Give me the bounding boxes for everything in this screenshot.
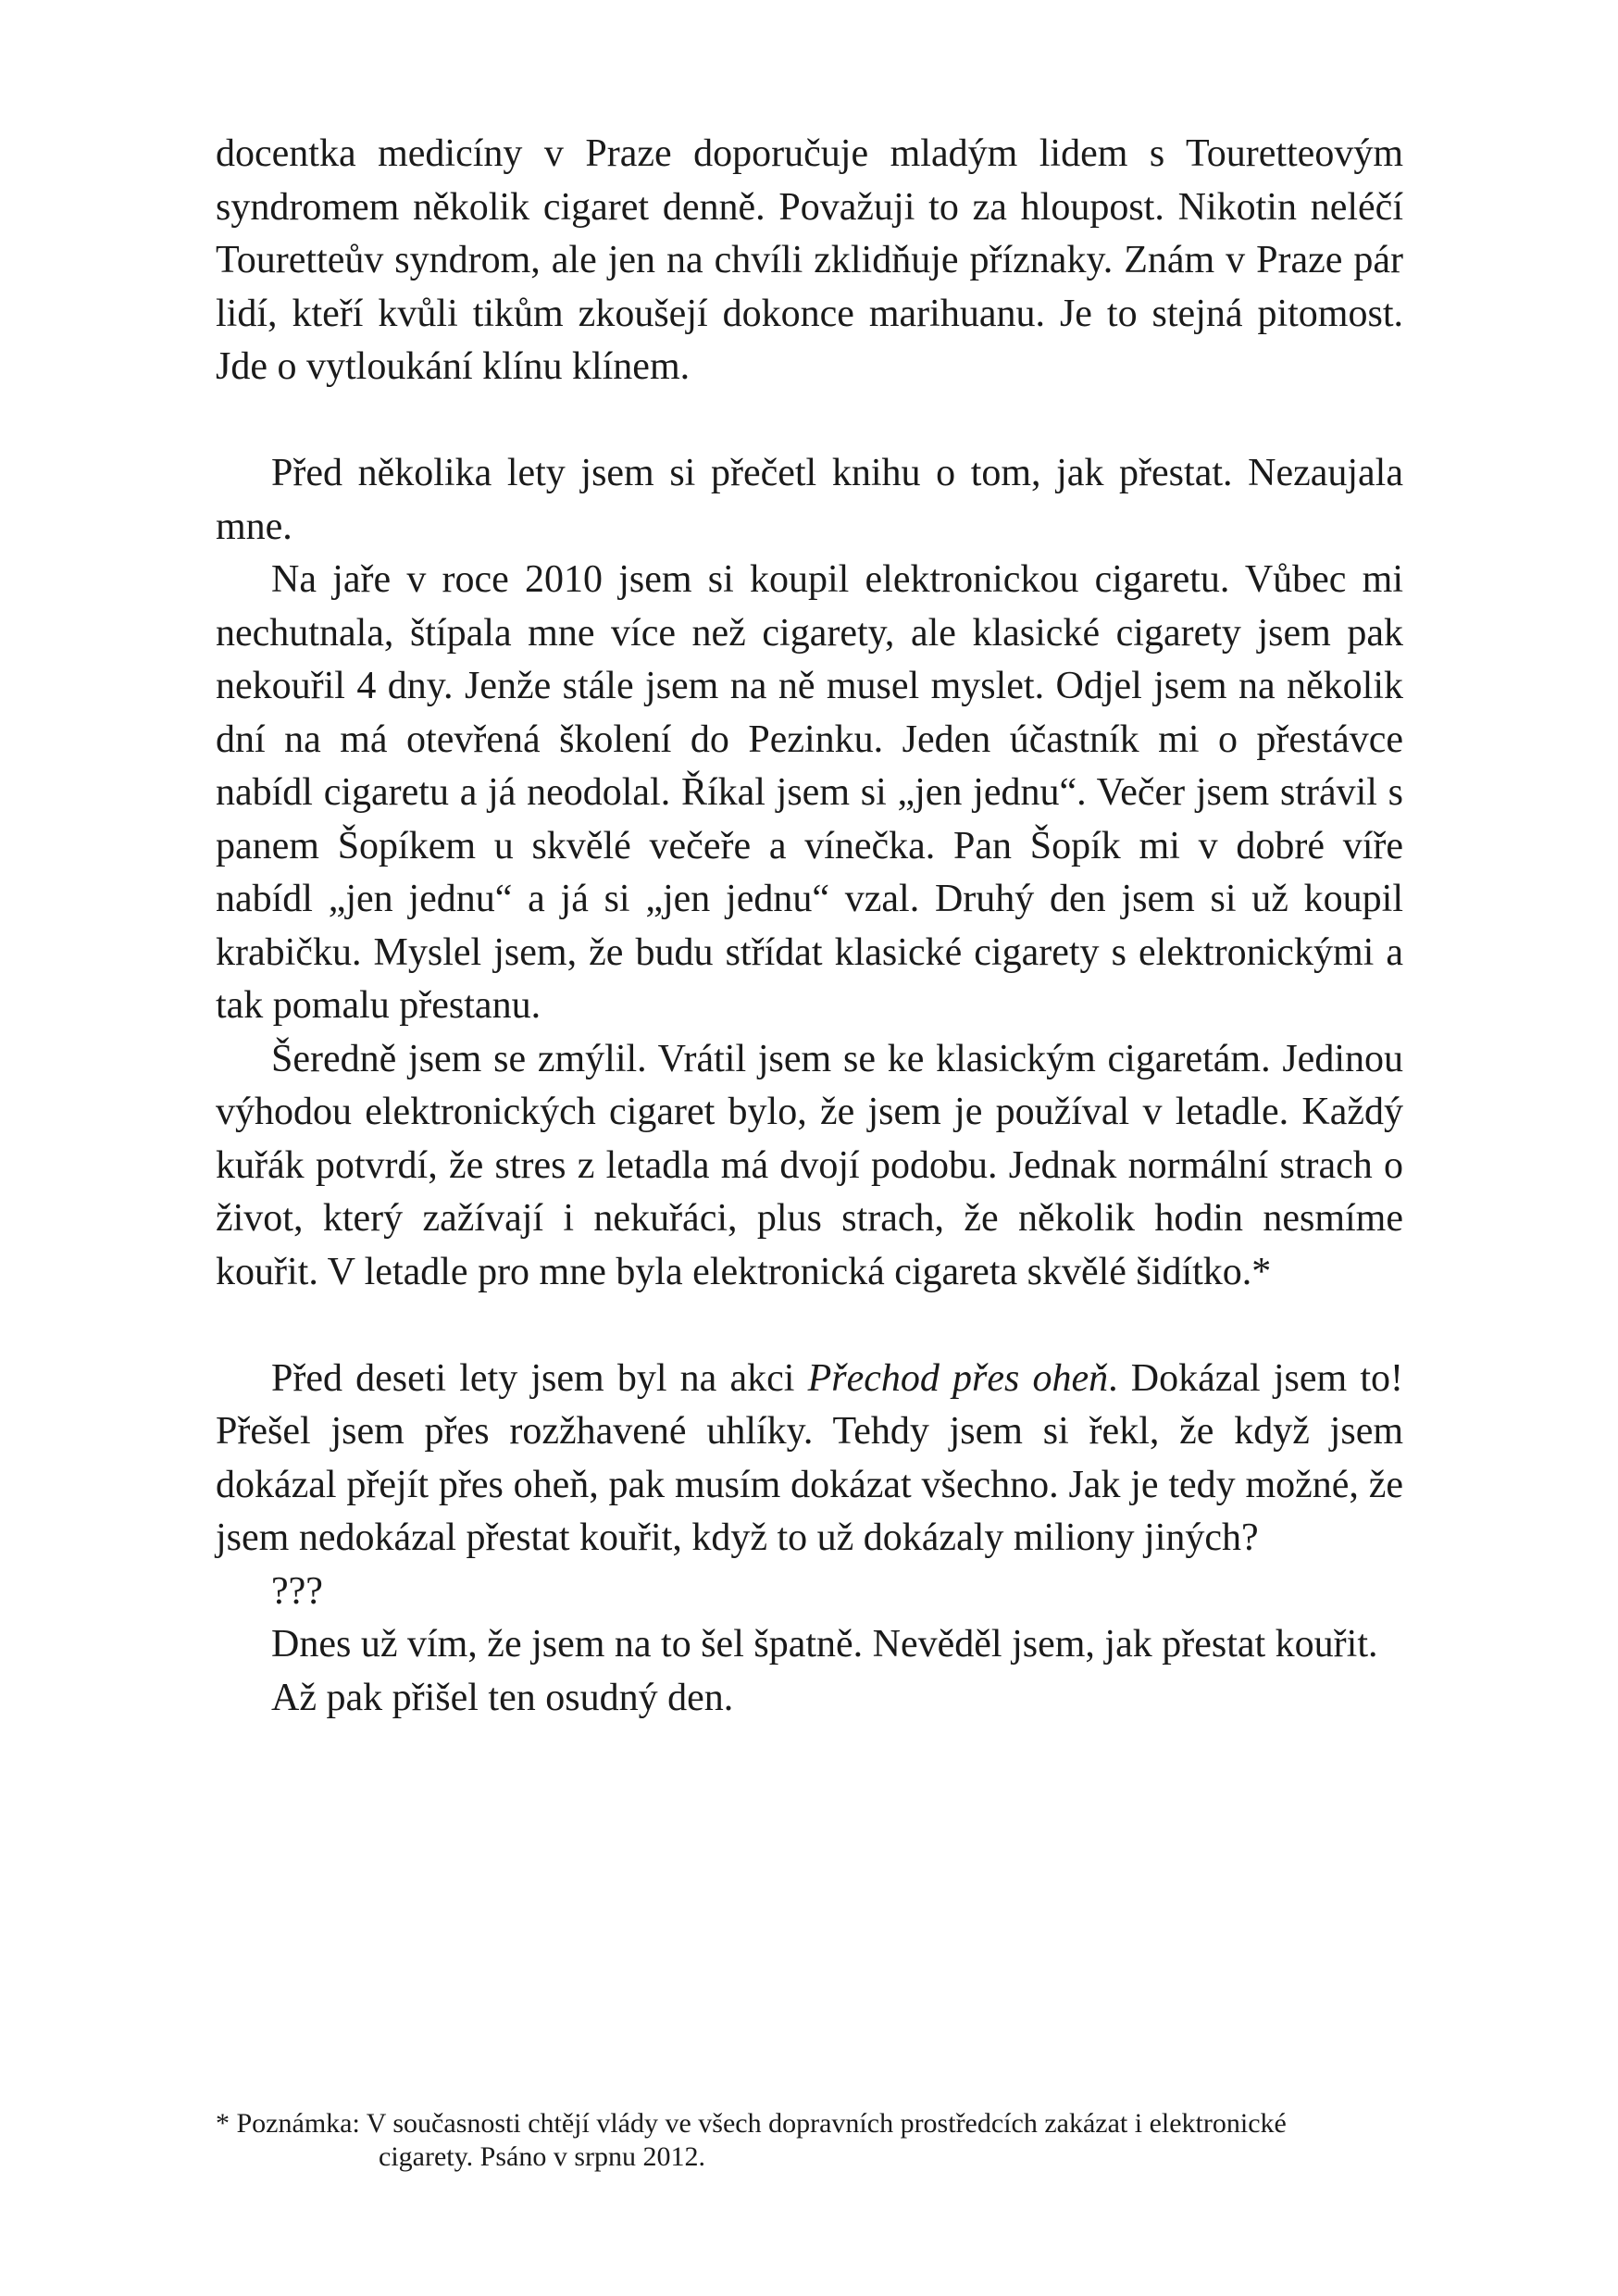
paragraph-5-start: Před deseti lety jsem byl na akci bbox=[271, 1356, 808, 1400]
footnote-line-2: cigarety. Psáno v srpnu 2012. bbox=[379, 2141, 705, 2172]
paragraph-gap bbox=[216, 1299, 1403, 1353]
paragraph-4: Šeredně jsem se zmýlil. Vrátil jsem se ke klasickým cigaretám. Jedinou výhodou elektronických cigaret bylo, že jsem je používal v letadle. Každý kuřák potvrdí, že stres z letadla má dvojí podobu. Jednak normální strach o život, který zažívají i nekuřáci, plus strach, že několik hodin nesmíme kouřit. V letadle pro mne byla elektronická cigareta skvělé šidítko.* bbox=[216, 1037, 1403, 1293]
paragraph-3: Na jaře v roce 2010 jsem si koupil elektronickou cigaretu. Vůbec mi nechutnala, štípala mne více než cigarety, ale klasické cigarety jsem pak nekouřil 4 dny. Jenže stále jsem na ně musel myslet. Odjel jsem na několik dní na má otevřená školení do Pezinku. Jeden účastník mi o přestávce nabídl cigaretu a já neodolal. Říkal jsem si „jen jednu“. Večer jsem strávil s panem Šopíkem u skvělé večeře a vínečka. Pan Šopík mi v dobré víře nabídl „jen jednu“ a já si „jen jednu“ vzal. Druhý den jsem si už koupil krabičku. Myslel jsem, že budu střídat klasické cigarety s elektronickými a tak pomalu přestanu. bbox=[216, 558, 1403, 1027]
paragraph-6: ??? bbox=[271, 1569, 323, 1613]
event-name-italic: Přechod přes oheň bbox=[807, 1356, 1109, 1400]
paragraph-8: Až pak přišel ten osudný den. bbox=[271, 1676, 734, 1719]
body-text bbox=[216, 128, 1403, 1725]
paragraph-7: Dnes už vím, že jsem na to šel špatně. Nevěděl jsem, jak přestat kouřit. bbox=[271, 1623, 1378, 1666]
paragraph-5 bbox=[216, 1353, 1403, 1566]
paragraph-2: Před několika lety jsem si přečetl knihu o tom, jak přestat. Nezaujala mne. bbox=[216, 452, 1403, 548]
paragraph-1: docentka medicíny v Praze doporučuje mladým lidem s Touretteovým syndromem několik cigaret denně. Považuji to za hloupost. Nikotin neléčí Tourettеův syndrom, ale jen na chvíli zklidňuje příznaky. Znám v Praze pár lidí, kteří kvůli tikům zkoušejí dokonce marihuanu. Je to stejná pitomost. Jde o vytloukání klínu klínem. bbox=[216, 132, 1403, 388]
footnote bbox=[216, 2107, 1403, 2174]
paragraph-gap bbox=[216, 394, 1403, 448]
paragraph-5-end: . Dokázal jsem to! Přešel jsem přes rozžhavené uhlíky. Tehdy jsem si řekl, že když jsem dokázal přejít přes oheň, pak musím dokázat všechno. Jak je tedy možné, že jsem nedokázal přestat kouřit, když to už dokázaly miliony jiných? bbox=[216, 1356, 1403, 1559]
footnote-line-1: * Poznámka: V současnosti chtějí vlády ve všech dopravních prostředcích zakázat i elektronické bbox=[216, 2108, 1287, 2139]
